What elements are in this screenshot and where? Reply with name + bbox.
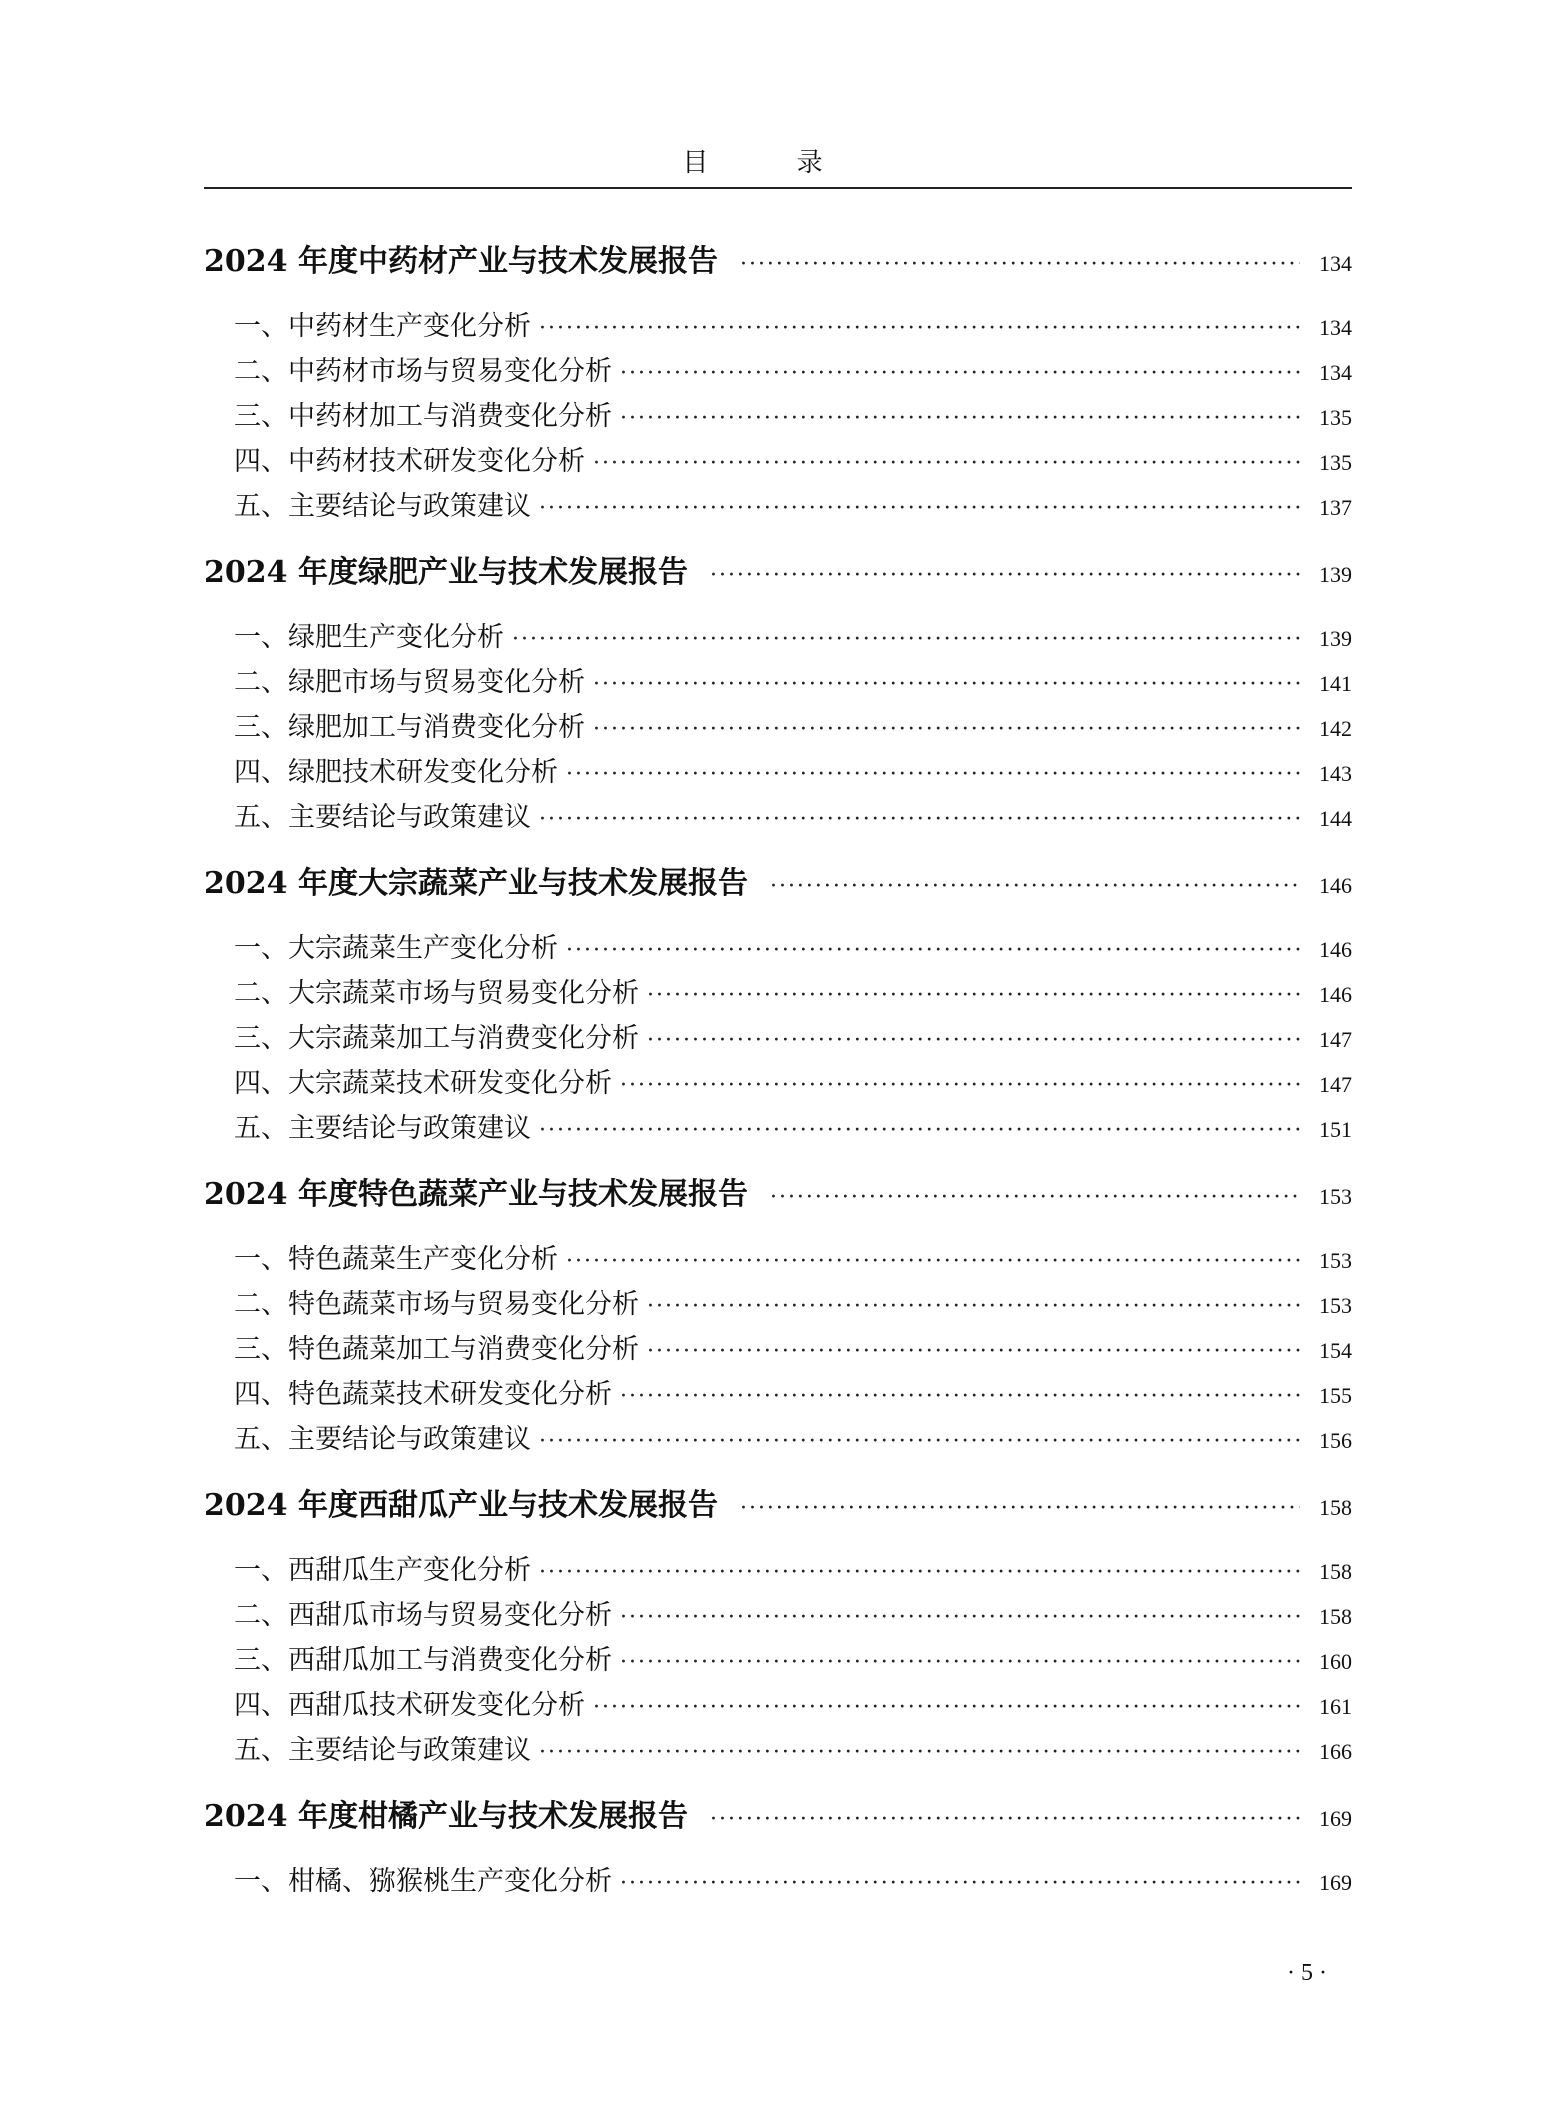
page-ref: 160 bbox=[1319, 1649, 1352, 1674]
toc-item[interactable] bbox=[204, 304, 1352, 349]
item-label: 五、主要结论与政策建议 bbox=[234, 802, 531, 833]
toc-item[interactable] bbox=[204, 1728, 1352, 1773]
page-ref: 156 bbox=[1319, 1428, 1352, 1453]
item-label: 一、特色蔬菜生产变化分析 bbox=[234, 1244, 558, 1275]
item-label: 四、绿肥技术研发变化分析 bbox=[234, 757, 558, 788]
dot-leader bbox=[647, 1028, 1300, 1053]
toc-item[interactable] bbox=[204, 1237, 1352, 1282]
dot-leader bbox=[770, 1185, 1300, 1210]
toc-item-list bbox=[204, 304, 1352, 529]
toc-section bbox=[204, 1791, 1352, 1904]
item-label: 三、特色蔬菜加工与消费变化分析 bbox=[234, 1334, 639, 1365]
page-ref: 154 bbox=[1319, 1338, 1352, 1363]
page-ref: 155 bbox=[1319, 1383, 1352, 1408]
table-of-contents bbox=[204, 236, 1352, 1922]
item-label: 五、主要结论与政策建议 bbox=[234, 1424, 531, 1455]
dot-leader bbox=[620, 1871, 1300, 1896]
item-label: 三、中药材加工与消费变化分析 bbox=[234, 401, 612, 432]
toc-section bbox=[204, 858, 1352, 1151]
running-head: 目 录 bbox=[682, 148, 863, 178]
dot-leader bbox=[710, 563, 1300, 588]
toc-item[interactable] bbox=[204, 1417, 1352, 1462]
page-ref: 137 bbox=[1319, 495, 1352, 520]
page-ref: 144 bbox=[1319, 806, 1352, 831]
toc-item[interactable] bbox=[204, 926, 1352, 971]
toc-item[interactable] bbox=[204, 971, 1352, 1016]
dot-leader bbox=[770, 874, 1300, 899]
toc-item[interactable] bbox=[204, 1282, 1352, 1327]
page-ref: 151 bbox=[1319, 1117, 1352, 1142]
item-label: 二、特色蔬菜市场与贸易变化分析 bbox=[234, 1289, 639, 1320]
toc-item[interactable] bbox=[204, 394, 1352, 439]
toc-report-heading[interactable] bbox=[204, 547, 1352, 599]
item-label: 三、西甜瓜加工与消费变化分析 bbox=[234, 1645, 612, 1676]
page-ref: 134 bbox=[1319, 360, 1352, 385]
dot-leader bbox=[566, 938, 1300, 963]
item-label: 二、绿肥市场与贸易变化分析 bbox=[234, 667, 585, 698]
dot-leader bbox=[593, 1695, 1300, 1720]
item-label: 二、大宗蔬菜市场与贸易变化分析 bbox=[234, 978, 639, 1009]
item-label: 五、主要结论与政策建议 bbox=[234, 491, 531, 522]
page-ref: 134 bbox=[1319, 315, 1352, 340]
report-title: 2024 年度中药材产业与技术发展报告 bbox=[204, 244, 718, 279]
page-ref: 147 bbox=[1319, 1027, 1352, 1052]
dot-leader bbox=[620, 406, 1300, 431]
toc-report-heading[interactable] bbox=[204, 1480, 1352, 1532]
page-ref: 143 bbox=[1319, 761, 1352, 786]
dot-leader bbox=[620, 1073, 1300, 1098]
item-label: 四、西甜瓜技术研发变化分析 bbox=[234, 1690, 585, 1721]
toc-report-heading[interactable] bbox=[204, 236, 1352, 288]
page-ref: 146 bbox=[1319, 982, 1352, 1007]
toc-item[interactable] bbox=[204, 615, 1352, 660]
toc-report-heading[interactable] bbox=[204, 1791, 1352, 1843]
toc-item[interactable] bbox=[204, 1859, 1352, 1904]
item-label: 一、柑橘、猕猴桃生产变化分析 bbox=[234, 1866, 612, 1897]
item-label: 一、绿肥生产变化分析 bbox=[234, 622, 504, 653]
toc-section bbox=[204, 547, 1352, 840]
item-label: 四、特色蔬菜技术研发变化分析 bbox=[234, 1379, 612, 1410]
item-label: 一、西甜瓜生产变化分析 bbox=[234, 1555, 531, 1586]
dot-leader bbox=[620, 1650, 1300, 1675]
item-label: 一、中药材生产变化分析 bbox=[234, 311, 531, 342]
header-rule bbox=[204, 187, 1352, 189]
dot-leader bbox=[620, 1605, 1300, 1630]
dot-leader bbox=[539, 316, 1300, 341]
report-title: 2024 年度西甜瓜产业与技术发展报告 bbox=[204, 1488, 718, 1523]
toc-item-list bbox=[204, 1548, 1352, 1773]
toc-report-heading[interactable] bbox=[204, 858, 1352, 910]
toc-item[interactable] bbox=[204, 439, 1352, 484]
dot-leader bbox=[539, 496, 1300, 521]
page-ref: 139 bbox=[1319, 562, 1352, 587]
toc-item[interactable] bbox=[204, 349, 1352, 394]
item-label: 二、中药材市场与贸易变化分析 bbox=[234, 356, 612, 387]
toc-item[interactable] bbox=[204, 1593, 1352, 1638]
page-ref: 147 bbox=[1319, 1072, 1352, 1097]
page-ref: 134 bbox=[1319, 251, 1352, 276]
dot-leader bbox=[539, 1118, 1300, 1143]
toc-item[interactable] bbox=[204, 1683, 1352, 1728]
page-ref: 135 bbox=[1319, 450, 1352, 475]
dot-leader bbox=[620, 1384, 1300, 1409]
dot-leader bbox=[593, 672, 1300, 697]
toc-item[interactable] bbox=[204, 1638, 1352, 1683]
report-title: 2024 年度特色蔬菜产业与技术发展报告 bbox=[204, 1177, 748, 1212]
page-ref: 135 bbox=[1319, 405, 1352, 430]
page-ref: 169 bbox=[1319, 1806, 1352, 1831]
toc-item[interactable] bbox=[204, 795, 1352, 840]
item-label: 三、大宗蔬菜加工与消费变化分析 bbox=[234, 1023, 639, 1054]
dot-leader bbox=[647, 983, 1300, 1008]
toc-item[interactable] bbox=[204, 1016, 1352, 1061]
report-title: 2024 年度柑橘产业与技术发展报告 bbox=[204, 1799, 688, 1834]
item-label: 四、大宗蔬菜技术研发变化分析 bbox=[234, 1068, 612, 1099]
dot-leader bbox=[593, 717, 1300, 742]
toc-section bbox=[204, 1169, 1352, 1462]
page-ref: 158 bbox=[1319, 1604, 1352, 1629]
page-ref: 141 bbox=[1319, 671, 1352, 696]
dot-leader bbox=[740, 252, 1300, 277]
toc-item[interactable] bbox=[204, 1106, 1352, 1151]
dot-leader bbox=[710, 1807, 1300, 1832]
item-label: 四、中药材技术研发变化分析 bbox=[234, 446, 585, 477]
page-ref: 153 bbox=[1319, 1184, 1352, 1209]
dot-leader bbox=[539, 1560, 1300, 1585]
dot-leader bbox=[740, 1496, 1300, 1521]
page-ref: 153 bbox=[1319, 1248, 1352, 1273]
toc-section bbox=[204, 1480, 1352, 1773]
page-number: · 5 · bbox=[1287, 1960, 1327, 1986]
page-ref: 158 bbox=[1319, 1495, 1352, 1520]
page-ref: 153 bbox=[1319, 1293, 1352, 1318]
toc-item[interactable] bbox=[204, 1372, 1352, 1417]
page-ref: 161 bbox=[1319, 1694, 1352, 1719]
toc-item[interactable] bbox=[204, 1327, 1352, 1372]
dot-leader bbox=[539, 807, 1300, 832]
page-ref: 169 bbox=[1319, 1870, 1352, 1895]
report-title: 2024 年度绿肥产业与技术发展报告 bbox=[204, 555, 688, 590]
dot-leader bbox=[539, 1429, 1300, 1454]
dot-leader bbox=[566, 1249, 1300, 1274]
toc-item-list bbox=[204, 615, 1352, 840]
toc-item[interactable] bbox=[204, 1548, 1352, 1593]
page-ref: 166 bbox=[1319, 1739, 1352, 1764]
toc-item[interactable] bbox=[204, 705, 1352, 750]
dot-leader bbox=[512, 627, 1300, 652]
item-label: 二、西甜瓜市场与贸易变化分析 bbox=[234, 1600, 612, 1631]
dot-leader bbox=[647, 1294, 1300, 1319]
toc-item-list bbox=[204, 1237, 1352, 1462]
item-label: 三、绿肥加工与消费变化分析 bbox=[234, 712, 585, 743]
dot-leader bbox=[647, 1339, 1300, 1364]
toc-report-heading[interactable] bbox=[204, 1169, 1352, 1221]
dot-leader bbox=[620, 361, 1300, 386]
item-label: 五、主要结论与政策建议 bbox=[234, 1113, 531, 1144]
page-ref: 139 bbox=[1319, 626, 1352, 651]
item-label: 一、大宗蔬菜生产变化分析 bbox=[234, 933, 558, 964]
dot-leader bbox=[539, 1740, 1300, 1765]
dot-leader bbox=[566, 762, 1300, 787]
page-ref: 142 bbox=[1319, 716, 1352, 741]
toc-item-list bbox=[204, 1859, 1352, 1904]
item-label: 五、主要结论与政策建议 bbox=[234, 1735, 531, 1766]
page-ref: 146 bbox=[1319, 937, 1352, 962]
toc-item-list bbox=[204, 926, 1352, 1151]
dot-leader bbox=[593, 451, 1300, 476]
toc-item[interactable] bbox=[204, 1061, 1352, 1106]
page-ref: 146 bbox=[1319, 873, 1352, 898]
page-ref: 158 bbox=[1319, 1559, 1352, 1584]
toc-item[interactable] bbox=[204, 660, 1352, 705]
report-title: 2024 年度大宗蔬菜产业与技术发展报告 bbox=[204, 866, 748, 901]
toc-item[interactable] bbox=[204, 484, 1352, 529]
toc-item[interactable] bbox=[204, 750, 1352, 795]
toc-section bbox=[204, 236, 1352, 529]
